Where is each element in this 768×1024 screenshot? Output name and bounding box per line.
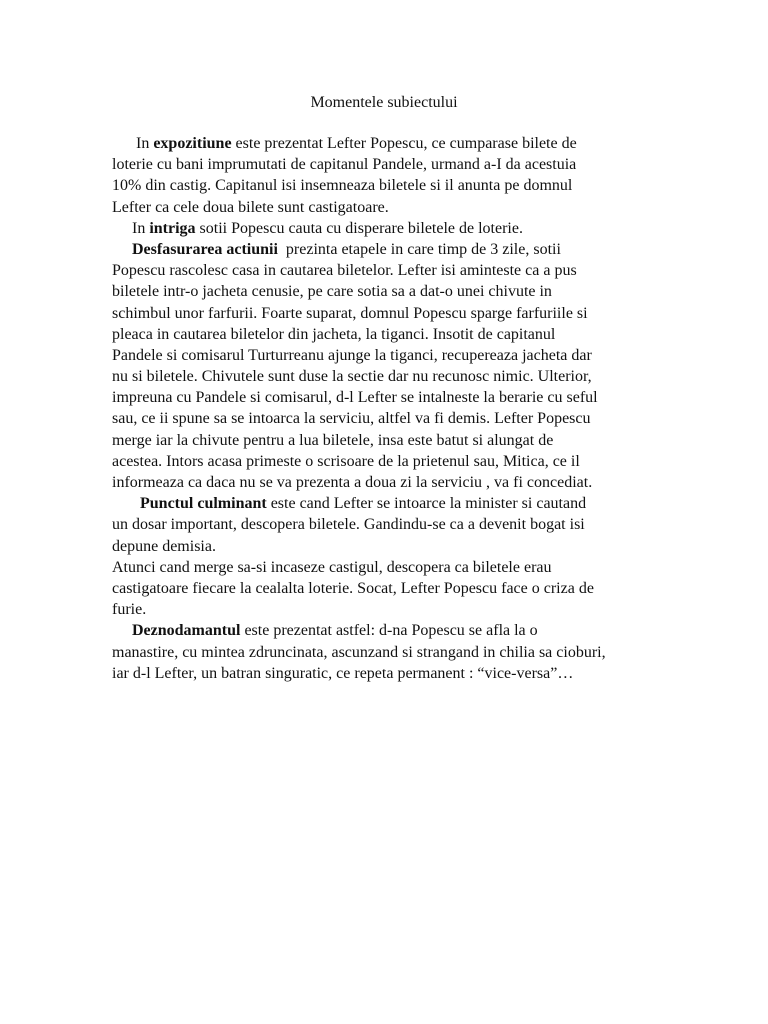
text-line [112,281,672,302]
text-line [112,239,672,260]
text-run: In [112,135,154,152]
text-run: manastire, cu mintea zdruncinata, ascunzand si strangand in chilia sa cioburi, [112,643,606,661]
text-run: este prezentat astfel: d-na Popescu se afla la o [240,622,538,640]
text-run [112,622,132,639]
text-line [112,154,672,175]
text-line [112,218,672,239]
text-line [112,536,672,557]
text-run [112,495,140,512]
text-run: impreuna cu Pandele si comisarul, d-l Lefter se intalneste la berarie cu seful [112,389,598,407]
text-line [112,133,672,154]
text-run: Popescu rascolesc casa in cautarea biletelor. Lefter isi aminteste ca a pus [112,262,577,280]
text-run: In [112,219,150,237]
bold-term: intriga [149,219,196,237]
text-line [112,514,672,535]
bold-term: expozitiune [153,135,232,152]
text-run: castigatoare fiecare la cealalta loterie. Socat, Lefter Popescu face o criza de [112,579,594,597]
text-run: Lefter ca cele doua bilete sunt castigatoare. [112,198,389,216]
text-line [112,303,672,324]
text-run: nu si biletele. Chivutele sunt duse la sectie dar nu recunosc nimic. Ulterior, [112,368,592,386]
text-run: schimbul unor farfurii. Foarte suparat, domnul Popescu sparge farfuriile si [112,304,588,322]
text-line [112,620,672,641]
text-run: Atunci cand merge sa-si incaseze castigul, descopera ca biletele erau [112,558,552,576]
document-body [112,133,672,684]
text-run: depune demisia. [112,537,216,555]
text-run: prezinta etapele in care timp de 3 zile, sotii [277,240,561,258]
text-run: Pandele si comisarul Turturreanu ajunge la tiganci, recupereaza jacheta dar [112,346,592,364]
text-line [112,387,672,408]
text-line [112,345,672,366]
text-line [112,366,672,387]
text-run: 10% din castig. Capitanul isi insemneaza biletele si il anunta pe domnul [112,177,573,195]
text-run: furie. [112,601,147,619]
text-line [112,557,672,578]
text-run: este prezentat Lefter Popescu, ce cumparase bilete de [231,135,577,152]
bold-term: Punctul culminant [140,495,267,513]
text-line [112,197,672,218]
text-run: sotii Popescu cauta cu disperare biletele de loterie. [195,219,523,237]
text-line [112,408,672,429]
text-line [112,599,672,620]
text-line [112,175,672,196]
document-title: Momentele subiectului [310,94,458,111]
text-run: informeaza ca daca nu se va prezenta a doua zi la serviciu , va fi concediat. [112,474,593,491]
bold-term: Deznodamantul [132,622,241,640]
text-line [112,472,672,493]
text-run: pleaca in cautarea biletelor din jacheta, la tiganci. Insotit de capitanul [112,325,556,343]
text-line [112,578,672,599]
text-run [112,241,132,258]
text-run: un dosar important, descopera biletele. Gandindu-se ca a devenit bogat isi [112,516,585,534]
text-line [112,493,672,514]
text-line [112,642,672,663]
text-line [112,260,672,281]
text-run: biletele intr-o jacheta cenusie, pe care sotia sa a dat-o unei chivute in [112,283,552,301]
text-line [112,324,672,345]
text-line [112,451,672,472]
text-run: iar d-l Lefter, un batran singuratic, ce repeta permanent : “vice-versa”… [112,664,574,682]
text-line [112,430,672,451]
text-run: este cand Lefter se intoarce la minister si cautand [266,495,587,513]
text-run: merge iar la chivute pentru a lua biletele, insa este batut si alungat de [112,431,554,449]
text-run: sau, ce ii spune sa se intoarca la serviciu, altfel va fi demis. Lefter Popescu [112,410,591,428]
text-line [112,663,672,684]
text-run: loterie cu bani imprumutati de capitanul Pandele, urmand a-I da acestuia [112,156,577,174]
text-run: acestea. Intors acasa primeste o scrisoare de la prietenul sau, Mitica, ce il [112,452,580,470]
bold-term: Desfasurarea actiunii [132,240,278,258]
